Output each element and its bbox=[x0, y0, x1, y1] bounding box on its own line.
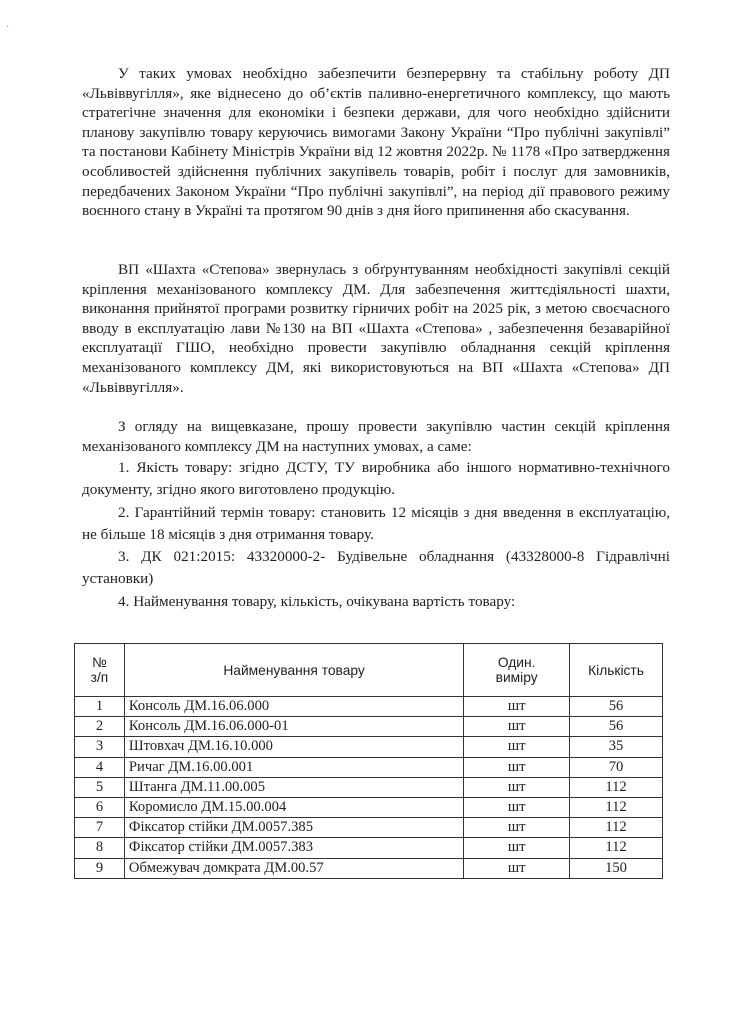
table-row bbox=[75, 737, 663, 757]
goods-table bbox=[74, 643, 663, 879]
condition-warranty: 2. Гарантійний термін товару: становить 12 місяців з дня введення в експлуатацію, не більше 18 місяців з дня отримання товару. bbox=[82, 504, 670, 543]
row-quantity: 56 bbox=[570, 697, 663, 717]
header-unit-line2: виміру bbox=[495, 670, 538, 685]
header-number bbox=[75, 644, 125, 697]
table-row bbox=[75, 858, 663, 878]
row-name: Коромисло ДМ.15.00.004 bbox=[124, 797, 463, 817]
row-quantity: 112 bbox=[570, 838, 663, 858]
row-number: 9 bbox=[75, 858, 125, 878]
row-unit: шт bbox=[464, 757, 570, 777]
row-name: Консоль ДМ.16.06.000 bbox=[124, 697, 463, 717]
table-row bbox=[75, 777, 663, 797]
row-name: Обмежувач домкрата ДМ.00.57 bbox=[124, 858, 463, 878]
row-quantity: 56 bbox=[570, 717, 663, 737]
row-number: 8 bbox=[75, 838, 125, 858]
row-unit: шт bbox=[464, 777, 570, 797]
row-quantity: 70 bbox=[570, 757, 663, 777]
row-name: Штовхач ДМ.16.10.000 bbox=[124, 737, 463, 757]
row-unit: шт bbox=[464, 697, 570, 717]
scan-mark: · bbox=[6, 22, 10, 33]
row-quantity: 150 bbox=[570, 858, 663, 878]
header-quantity: Кількість bbox=[570, 644, 663, 697]
row-quantity: 112 bbox=[570, 818, 663, 838]
row-quantity: 35 bbox=[570, 737, 663, 757]
row-number: 2 bbox=[75, 717, 125, 737]
condition-quality: 1. Якість товару: згідно ДСТУ, ТУ виробника або іншого нормативно-технічного документу, згідно якого виготовлено продукцію. bbox=[82, 459, 670, 498]
row-number: 1 bbox=[75, 697, 125, 717]
condition-goods-list-intro: 4. Найменування товару, кількість, очікувана вартість товару: bbox=[118, 593, 516, 610]
row-unit: шт bbox=[464, 797, 570, 817]
table-row bbox=[75, 797, 663, 817]
condition-classifier: 3. ДК 021:2015: 43320000-2- Будівельне обладнання (43328000-8 Гідравлічні установки) bbox=[82, 548, 670, 587]
row-number: 7 bbox=[75, 818, 125, 838]
row-unit: шт bbox=[464, 737, 570, 757]
row-name: Фіксатор стійки ДМ.0057.383 bbox=[124, 838, 463, 858]
header-number-line2: з/п bbox=[90, 670, 109, 685]
row-unit: шт bbox=[464, 818, 570, 838]
row-name: Фіксатор стійки ДМ.0057.385 bbox=[124, 818, 463, 838]
row-name: Ричаг ДМ.16.00.001 bbox=[124, 757, 463, 777]
row-name: Консоль ДМ.16.06.000-01 bbox=[124, 717, 463, 737]
header-unit bbox=[464, 644, 570, 697]
row-quantity: 112 bbox=[570, 797, 663, 817]
row-number: 4 bbox=[75, 757, 125, 777]
table-row bbox=[75, 818, 663, 838]
table-row bbox=[75, 697, 663, 717]
header-unit-line1: Один. bbox=[497, 655, 536, 670]
paragraph-mine-justification: ВП «Шахта «Степова» звернулась з обґрунтуванням необхідності закупівлі секцій кріплення механізованого комплексу ДМ. Для забезпечення життєдіяльності шахти, виконання прийнятої програми розвитку гірничих робіт на 2025 рік, з метою своєчасного вводу в експлуатацію лави №130 на ВП «Шахта «Степова» , забезпечення безаварійної експлуатації ГШО, необхідно провести закупівлю обладнання секцій кріплення механізованого комплексу ДМ, які використовуються на ВП «Шахта «Степова» ДП «Львіввугілля». bbox=[82, 261, 670, 396]
row-number: 6 bbox=[75, 797, 125, 817]
table-row bbox=[75, 838, 663, 858]
row-unit: шт bbox=[464, 858, 570, 878]
table-row bbox=[75, 717, 663, 737]
header-number-line1: № bbox=[92, 655, 107, 670]
row-number: 3 bbox=[75, 737, 125, 757]
row-unit: шт bbox=[464, 838, 570, 858]
row-unit: шт bbox=[464, 717, 570, 737]
paragraph-procurement-context: У таких умовах необхідно забезпечити безперервну та стабільну роботу ДП «Львіввугілля», яке віднесено до об’єктів паливно-енергетичного комплексу, що мають стратегічне значення для економіки і безпеки держави, для чого необхідно здійснити планову закупівлю товару керуючись вимогами Закону України “Про публічні закупівлі” та постанови Кабінету Міністрів України від 12 жовтня 2022р. № 1178 «Про затвердження особливостей здійснення публічних закупівель товарів, робіт і послуг для замовників, передбачених Законом України “Про публічні закупівлі”, на період дії правового режиму воєнного стану в Україні та протягом 90 днів з дня його припинення або скасування. bbox=[82, 65, 670, 220]
row-number: 5 bbox=[75, 777, 125, 797]
table-row bbox=[75, 757, 663, 777]
row-name: Штанга ДМ.11.00.005 bbox=[124, 777, 463, 797]
paragraph-request: З огляду на вищевказане, прошу провести закупівлю частин секцій кріплення механізованого комплексу ДМ на наступних умовах, а саме: bbox=[82, 418, 670, 455]
header-name: Найменування товару bbox=[124, 644, 463, 697]
row-quantity: 112 bbox=[570, 777, 663, 797]
table-header-row bbox=[75, 644, 663, 697]
